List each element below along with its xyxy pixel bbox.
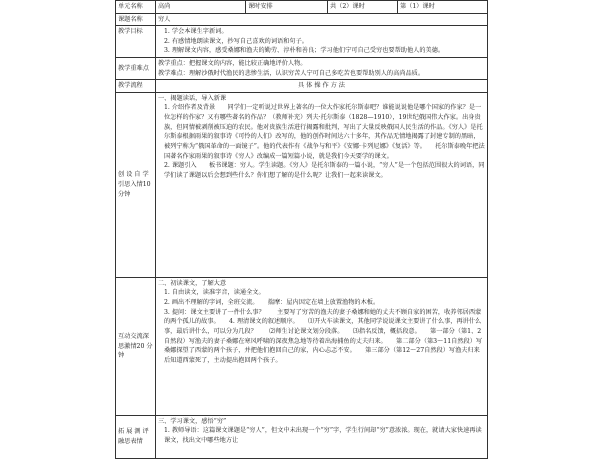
goal-item: 3. 理解课文内容，感受桑娜和渔夫的勤劳、淳朴和善良；学习他们宁可自己受穷也要帮助他人的美德。 <box>164 47 445 55</box>
stage3-paragraph: 1. 教师导语：这篇课文课题是“穷人”，但文中未出现一个“穷”字，学生行间却“穷”意浓浓。现在，就请大家快速再读课文，找出文中哪些地方让 <box>164 427 482 445</box>
goals-label: 教学目标 <box>116 26 156 58</box>
keypoint-item: 教学难点：理解沙俄时代渔民的悲惨生活，认识穷苦人宁可自己多吃苦也要帮助别人的高尚品质。 <box>158 69 425 77</box>
stage1-paragraph: 1. 介绍作者及背景 同学们一定听说过世界上著名的一位大作家托尔斯泰吧？谁能说说他是哪个国家的作家？是一位怎样的作家？又有哪些著名的作品？（教师补充）列夫·托尔斯泰（1828—1910），19世纪俄国伟大作家。出身贵族，但同情被剥削被压迫的农民。他对贵族生活进行揭露和批判，写出了大量反映俄国人民生活的作品。《穷人》是托尔斯泰根据雨果的叙事诗《可怜的人们》改写的，他的创作时间达六十多年，其作品无情地揭露了封建专制的黑暗，被列宁称为“俄国革命的一面镜子”。他的代表作有《战争与和平》《安娜·卡列尼娜》《复活》等。 托尔斯泰晚年把法国著名作家雨果的叙事诗《穷人》改编成一篇短篇小说，就是我们今天要学的课文。 <box>164 104 485 160</box>
stage2-content <box>156 277 488 415</box>
lesson-plan-page <box>115 0 487 445</box>
stage1-content <box>156 92 488 277</box>
stage1-row <box>116 92 488 277</box>
goal-item: 2. 有感情地朗读课文，抄写自己喜欢的词语和句子。 <box>164 37 308 45</box>
keypoints-row <box>116 58 488 80</box>
stage3-label: 拓 展 测 评融思表情 <box>116 415 156 458</box>
stage2-row <box>116 277 488 415</box>
topic-row <box>116 13 488 26</box>
stage2-paragraph: 1. 自由读文，读准字音，读通全文。 <box>164 289 265 297</box>
keypoints-label: 教学重难点 <box>116 58 156 80</box>
goals-row <box>116 26 488 58</box>
stage2-paragraph: 3. 提问：课文主要讲了一件什么事？ 主要写了穷苦的渔夫的妻子桑娜和她的丈夫不顾自家的困苦，收养邻居西蒙的两个孤儿的故事。 4. 理清课文的叙述顺序。 ⑴开火车读课文，其他同学说说课文主要讲了什么事，再讲什么事，最后讲什么，可以分为几段？ ⑵师生讨论课文划分段落。 ⑶指名反馈，概括段意。 第一部分（第1、2自然段）写渔夫的妻子桑娜在寒风呼啸的深夜焦急地等待着出海捕鱼的丈夫归来。 第二部分（第3～11自然段）写桑娜探望了西蒙的两个孩子，并把他们抱回自己的家，内心忐忑不安。 第三部分（第12～27自然段）写渔夫归来后知道西蒙死了，主动提出抱回两个孩子。 <box>164 308 483 364</box>
stage3-content <box>156 415 488 458</box>
schedule-label: 课时安排 <box>246 1 328 14</box>
goals-content <box>156 26 488 58</box>
flow-header-row <box>116 80 488 93</box>
stage2-title: 二、初读课文，了解大意 <box>158 279 227 287</box>
stage1-paragraph: 2. 课题引入 板书课题：穷人。学生读题。《穷人》是托尔斯泰的一篇小说，“穷人”是一个包括范围很大的词语，同学们读了课题以后会想到些什么？你们想了解的是什么呢？让我们一起来读课文。 <box>164 162 485 179</box>
topic-label: 课题名称 <box>116 13 156 26</box>
lesson-plan-table <box>115 0 488 459</box>
current-period: 第（1）课时 <box>398 1 488 14</box>
unit-row <box>116 1 488 14</box>
unit-value: 高尚 <box>156 1 246 14</box>
goal-item: 1. 学会本课生字新词。 <box>164 28 228 36</box>
keypoints-content <box>156 58 488 80</box>
topic-value: 穷人 <box>156 13 488 26</box>
stage1-title: 一、揭题读话，导入新课 <box>158 94 227 102</box>
flow-title: 具 体 操 作 方 法 <box>156 80 488 93</box>
stage1-label: 创 设 自 学引思入情10 分钟 <box>116 92 156 277</box>
stage2-label: 互动交流深思激情20 分钟 <box>116 277 156 415</box>
stage3-title: 三、学习课文，感悟“穷” <box>158 417 227 425</box>
unit-label: 单元名称 <box>116 1 156 14</box>
total-periods: 共（2）课时 <box>328 1 398 14</box>
stage3-row <box>116 415 488 458</box>
stage2-paragraph: 2. 画出不理解的字词，全班交流。 揣摩：屋内因定在墙上放置渔物的木板。 <box>164 299 380 307</box>
keypoint-item: 教学重点：把握课文的内容，能比较正确地评价人物。 <box>158 60 307 68</box>
flow-label: 教学流程 <box>116 80 156 93</box>
